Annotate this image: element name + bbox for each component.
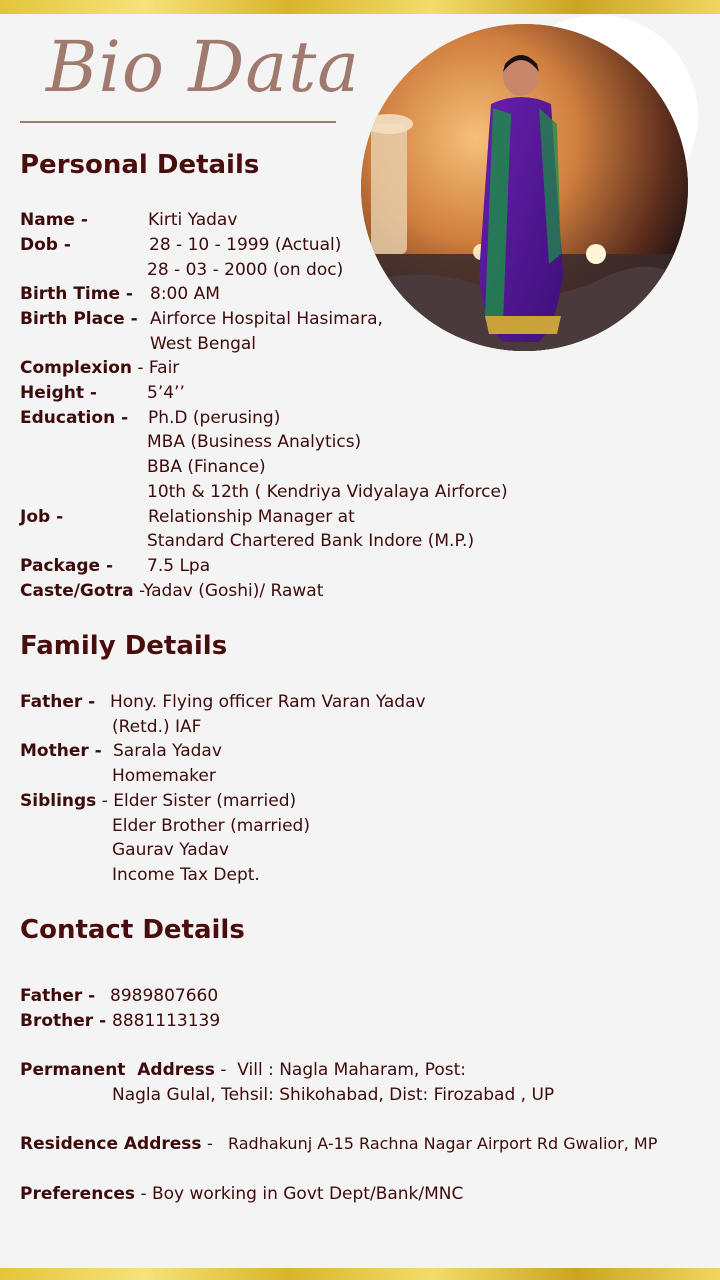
title-underline: [20, 121, 336, 123]
caste-row: [20, 580, 323, 602]
contact-brother-label: Brother -: [20, 1011, 107, 1031]
mother-value-2: Homemaker: [112, 766, 216, 786]
siblings-value-4: Income Tax Dept.: [112, 865, 260, 885]
residence-address-label: Residence Address: [20, 1134, 202, 1154]
family-details-heading: Family Details: [20, 631, 228, 661]
father-value-2: (Retd.) IAF: [112, 717, 202, 737]
birth-place-value: Airforce Hospital Hasimara,: [150, 309, 383, 329]
permanent-address-label: Permanent Address: [20, 1060, 215, 1080]
siblings-value-3: Gaurav Yadav: [112, 840, 229, 860]
preferences-label: Preferences: [20, 1184, 136, 1204]
birth-place-value-2: West Bengal: [150, 334, 257, 354]
father-label: Father -: [20, 692, 96, 712]
birth-time-row: [20, 283, 220, 305]
package-row: [20, 555, 211, 577]
contact-brother-row: [20, 1010, 221, 1032]
personal-details-heading: Personal Details: [20, 150, 260, 180]
job-label: Job -: [20, 507, 64, 527]
package-value: 7.5 Lpa: [147, 556, 211, 576]
page-title: Bio Data: [46, 26, 360, 108]
job-value-1: Relationship Manager at: [148, 507, 355, 527]
birth-place-row: [20, 308, 383, 330]
siblings-value-1: - Elder Sister (married): [101, 791, 297, 811]
education-value-4: 10th & 12th ( Kendriya Vidyalaya Airforce): [147, 482, 508, 502]
permanent-address-value-1: - Vill : Nagla Maharam, Post:: [220, 1060, 467, 1080]
dob-label: Dob -: [20, 235, 71, 255]
gold-top-border: [0, 0, 720, 14]
mother-value-1: Sarala Yadav: [113, 741, 222, 761]
contact-father-phone: 8989807660: [110, 986, 219, 1006]
height-value: 5’4’’: [147, 383, 185, 403]
residence-address-value: - Radhakunj A-15 Rachna Nagar Airport Rd Gwalior, MP: [206, 1134, 658, 1153]
education-value-3: BBA (Finance): [147, 457, 266, 477]
contact-brother-phone: 8881113139: [112, 1011, 221, 1031]
name-row: [20, 209, 238, 231]
dob-doc-value: 28 - 03 - 2000 (on doc): [147, 260, 344, 280]
father-value-1: Hony. Flying officer Ram Varan Yadav: [110, 692, 426, 712]
height-row: [20, 382, 185, 404]
siblings-label: Siblings: [20, 791, 97, 811]
birth-time-label: Birth Time -: [20, 284, 133, 304]
father-row: [20, 691, 426, 713]
dob-row: [20, 234, 342, 256]
caste-label: Caste/Gotra: [20, 581, 134, 601]
preferences-row: [20, 1183, 463, 1205]
education-value-1: Ph.D (perusing): [148, 408, 281, 428]
contact-father-row: [20, 985, 219, 1007]
permanent-address-value-2: Nagla Gulal, Tehsil: Shikohabad, Dist: Firozabad , UP: [112, 1085, 555, 1105]
caste-value: -Yadav (Goshi)/ Rawat: [138, 581, 324, 601]
dob-actual-value: 28 - 10 - 1999 (Actual): [149, 235, 342, 255]
education-label: Education -: [20, 408, 129, 428]
complexion-value: - Fair: [137, 358, 180, 378]
name-label: Name -: [20, 210, 88, 230]
profile-photo-illustration: [361, 24, 688, 351]
preferences-value: - Boy working in Govt Dept/Bank/MNC: [140, 1184, 464, 1204]
birth-place-label: Birth Place -: [20, 309, 138, 329]
job-row: [20, 506, 355, 528]
package-label: Package -: [20, 556, 114, 576]
complexion-label: Complexion: [20, 358, 132, 378]
residence-address-row: [20, 1133, 657, 1155]
siblings-row: [20, 790, 296, 812]
name-value: Kirti Yadav: [148, 210, 238, 230]
gold-bottom-border: [0, 1268, 720, 1280]
permanent-address-row: [20, 1059, 466, 1081]
birth-time-value: 8:00 AM: [150, 284, 220, 304]
complexion-row: [20, 357, 179, 379]
mother-label: Mother -: [20, 741, 102, 761]
siblings-value-2: Elder Brother (married): [112, 816, 310, 836]
height-label: Height -: [20, 383, 97, 403]
profile-photo: [361, 24, 688, 351]
education-row: [20, 407, 281, 429]
mother-row: [20, 740, 222, 762]
contact-details-heading: Contact Details: [20, 915, 245, 945]
education-value-2: MBA (Business Analytics): [147, 432, 362, 452]
contact-father-label: Father -: [20, 986, 96, 1006]
job-value-2: Standard Chartered Bank Indore (M.P.): [147, 531, 475, 551]
